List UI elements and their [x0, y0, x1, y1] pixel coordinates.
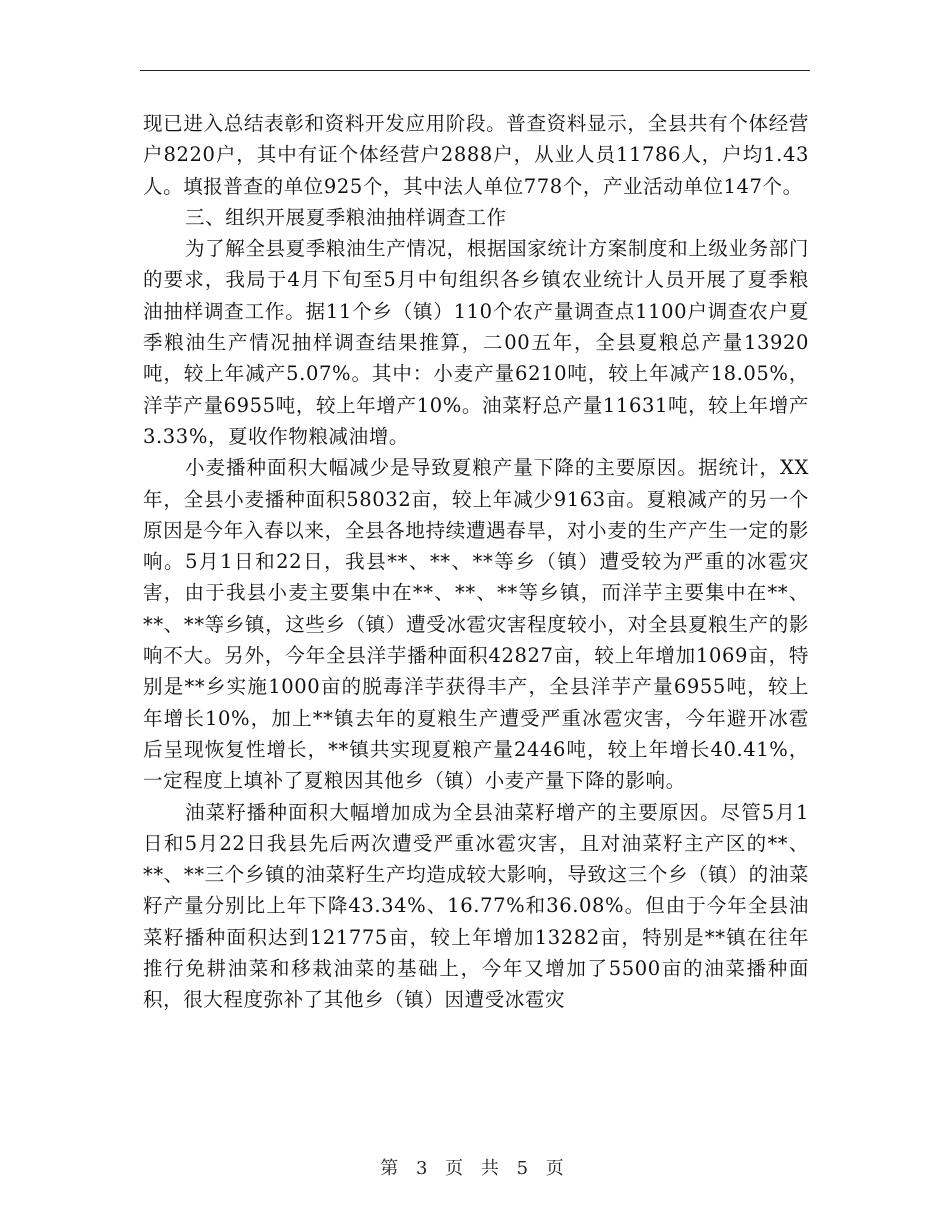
page-number-footer: 第 3 页 共 5 页 — [380, 1158, 570, 1179]
document-body — [143, 108, 809, 1016]
section-heading: 三、组织开展夏季粮油抽样调查工作 — [185, 205, 507, 229]
paragraph-rapeseed-analysis: 油菜籽播种面积大幅增加成为全县油菜籽增产的主要原因。尽管5月1日和5月22日我县先后两次遭受严重冰雹灾害，且对油菜籽主产区的**、**、**三个乡镇的油菜籽生产均造成较大影响，导致这三个乡（镇）的油菜籽产量分别比上年下降43.34%、16.77%和36.08%。但由于今年全县油菜籽播种面积达到121775亩，较上年增加13282亩，特别是**镇在往年推行免耕油菜和移栽油菜的基础上，今年又增加了5500亩的油菜播种面积，很大程度弥补了其他乡（镇）因遭受冰雹灾 — [143, 800, 809, 1012]
paragraph-survey-intro: 为了解全县夏季粮油生产情况，根据国家统计方案制度和上级业务部门的要求，我局于4月下旬至5月中旬组织各乡镇农业统计人员开展了夏季粮油抽样调查工作。据11个乡（镇）110个农产量调查点1100户调查农户夏季粮油生产情况抽样调查结果推算，二00五年，全县夏粮总产量13920吨，较上年减产5.07%。其中：小麦产量6210吨，较上年减产18.05%，洋芋产量6955吨，较上年增产10%。油菜籽总产量11631吨，较上年增产3.33%，夏收作物粮减油增。 — [143, 237, 809, 448]
header-rule — [140, 70, 810, 71]
paragraph-wheat-analysis: 小麦播种面积大幅减少是导致夏粮产量下降的主要原因。据统计，XX年，全县小麦播种面积58032亩，较上年减少9163亩。夏粮减产的另一个原因是今年入春以来，全县各地持续遭遇春旱，对小麦的生产产生一定的影响。5月1日和22日，我县**、**、**等乡（镇）遭受较为严重的冰雹灾害，由于我县小麦主要集中在**、**、**等乡镇，而洋芋主要集中在**、**、**等乡镇，这些乡（镇）遭受冰雹灾害程度较小，对全县夏粮生产的影响不大。另外，今年全县洋芋播种面积42827亩，较上年增加1069亩，特别是**乡实施1000亩的脱毒洋芋获得丰产，全县洋芋产量6955吨，较上年增长10%，加上**镇去年的夏粮生产遭受严重冰雹灾害，今年避开冰雹后呈现恢复性增长，**镇共实现夏粮产量2446吨，较上年增长40.41%，一定程度上填补了夏粮因其他乡（镇）小麦产量下降的影响。 — [143, 456, 809, 793]
paragraph-continuation: 现已进入总结表彰和资料开发应用阶段。普查资料显示，全县共有个体经营户8220户，其中有证个体经营户2888户，从业人员11786人，户均1.43人。填报普查的单位925个，其中法人单位778个，产业活动单位147个。 — [143, 112, 809, 198]
